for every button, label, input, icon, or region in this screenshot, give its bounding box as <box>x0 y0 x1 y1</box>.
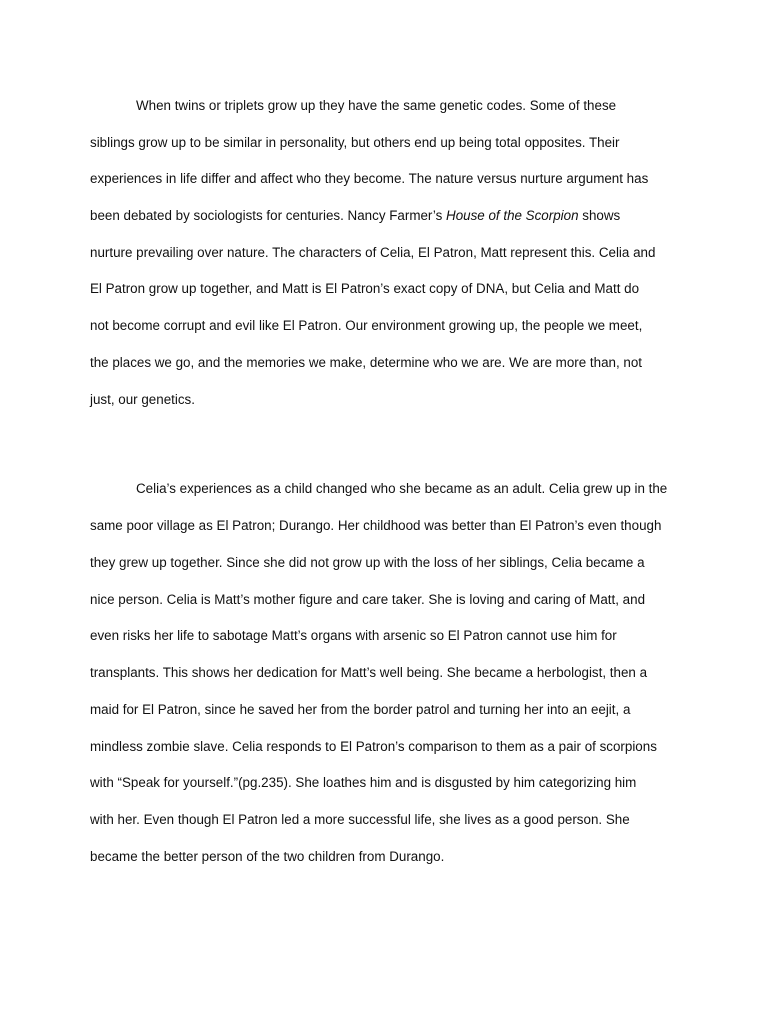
text-line: even risks her life to sabotage Matt’s organs with arsenic so El Patron cannot use him for <box>90 628 617 643</box>
text-line: experiences in life differ and affect who they become. The nature versus nurture argument has <box>90 171 649 186</box>
text-line: mindless zombie slave. Celia responds to El Patron’s comparison to them as a pair of scorpions <box>90 739 657 754</box>
text-line: became the better person of the two children from Durango. <box>90 849 445 864</box>
text-line: transplants. This shows her dedication for Matt’s well being. She became a herbologist, then a <box>90 665 648 680</box>
text-line: When twins or triplets grow up they have the same genetic codes. Some of these <box>136 98 617 113</box>
text-line: El Patron grow up together, and Matt is El Patron’s exact copy of DNA, but Celia and Matt do <box>90 281 640 296</box>
text-span: shows <box>578 208 621 223</box>
text-line: with her. Even though El Patron led a more successful life, she lives as a good person. She <box>90 812 630 827</box>
text-line: nice person. Celia is Matt’s mother figure and care taker. She is loving and caring of Matt, and <box>90 592 646 607</box>
text-line: same poor village as El Patron; Durango. Her childhood was better than El Patron’s even though <box>90 518 662 533</box>
text-line: with “Speak for yourself.”(pg.235). She loathes him and is disgusted by him categorizing him <box>90 775 637 790</box>
book-title: House of the Scorpion <box>446 208 579 223</box>
text-line: Celia’s experiences as a child changed who she became as an adult. Celia grew up in the <box>136 481 668 496</box>
text-line: they grew up together. Since she did not grow up with the loss of her siblings, Celia became a <box>90 555 645 570</box>
text-line: siblings grow up to be similar in personality, but others end up being total opposites. Their <box>90 135 620 150</box>
text-span: been debated by sociologists for centuries. Nancy Farmer’s <box>90 208 447 223</box>
text-line: nurture prevailing over nature. The characters of Celia, El Patron, Matt represent this. Celia and <box>90 245 656 260</box>
text-line: the places we go, and the memories we make, determine who we are. We are more than, not <box>90 355 643 370</box>
text-line: just, our genetics. <box>90 392 195 407</box>
text-line-with-title <box>90 207 620 225</box>
text-line: maid for El Patron, since he saved her from the border patrol and turning her into an eejit, a <box>90 702 631 717</box>
text-line: not become corrupt and evil like El Patron. Our environment growing up, the people we meet, <box>90 318 643 333</box>
